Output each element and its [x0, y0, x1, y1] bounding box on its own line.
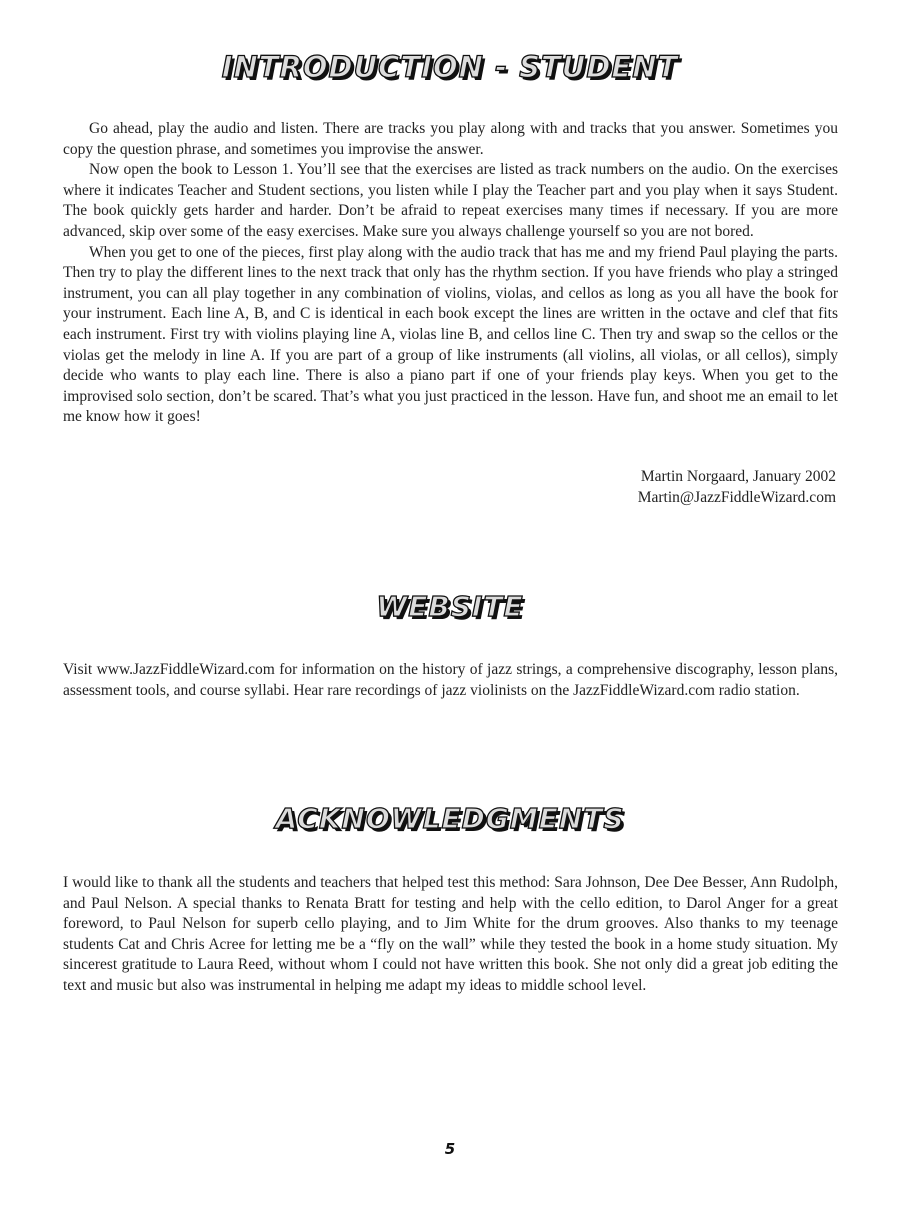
intro-body [63, 119, 838, 428]
website-heading: WEBSITE [376, 590, 524, 623]
intro-paragraph-2: Now open the book to Lesson 1. You’ll see that the exercises are listed as track numbers on the audio. On the exercises where it indicates Teacher and Student sections, you listen while I play the Teacher part and you play when it says Student. The book quickly gets harder and harder. Don’t be afraid to repeat exercises many times if necessary. If you are more advanced, skip over some of the easy exercises. Make sure you always challenge yourself so you are not bored. [63, 161, 838, 240]
acknowledgments-body [63, 873, 838, 997]
intro-heading: INTRODUCTION - STUDENT [221, 50, 679, 84]
acknowledgments-paragraph: I would like to thank all the students and teachers that helped test this method: Sara Johnson, Dee Dee Besser, Ann Rudolph, and Paul Nelson. A special thanks to Renata Bratt for testing and help with the cello edition, to Darol Anger for a great foreword, to Paul Nelson for superb cello playing, and to Jim White for the drum grooves. Also thanks to my teenage students Cat and Chris Acree for letting me be a “fly on the wall” while they tested the book in a home study situation. My sincerest gratitude to Laura Reed, without whom I could not have written this book. She not only did a great job editing the text and music but also was instrumental in helping me adapt my ideas to middle school level. [63, 874, 838, 994]
signature [638, 467, 836, 508]
website-body [63, 660, 838, 701]
acknowledgments-heading: ACKNOWLEDGMENTS [275, 802, 625, 835]
signature-email: Martin@JazzFiddleWizard.com [637, 488, 836, 506]
signature-name: Martin Norgaard, January 2002 [640, 468, 836, 485]
website-paragraph: Visit www.JazzFiddleWizard.com for information on the history of jazz strings, a comprehensive discography, lesson plans, assessment tools, and course syllabi. Hear rare recordings of jazz violinists on the JazzFiddleWizard.com radio station. [63, 661, 838, 699]
page-number: 5 [444, 1140, 456, 1158]
intro-paragraph-1: Go ahead, play the audio and listen. There are tracks you play along with and tracks that you answer. Sometimes you copy the question phrase, and sometimes you improvise the answer. [63, 120, 838, 158]
intro-paragraph-3: When you get to one of the pieces, first play along with the audio track that has me and my friend Paul playing the parts. Then try to play the different lines to the next track that only has the rhythm section. If you have friends who play a stringed instrument, you can all play together in any combination of violins, violas, and cellos as long as you all have the book for your instrument. Each line A, B, and C is identical in each book except the lines are written in the octave and clef that fits each instrument. First try with violins playing line A, violas line B, and cellos line C. Then try and swap so the cellos or the violas get the melody in line A. If you are part of a group of like instruments (all violins, all violas, or all cellos), simply decide who wants to play each line. There is also a piano part if one of your friends play keys. When you get to the improvised solo section, don’t be scared. That’s what you just practiced in the lesson. Have fun, and shoot me an email to let me know how it goes! [63, 243, 838, 426]
